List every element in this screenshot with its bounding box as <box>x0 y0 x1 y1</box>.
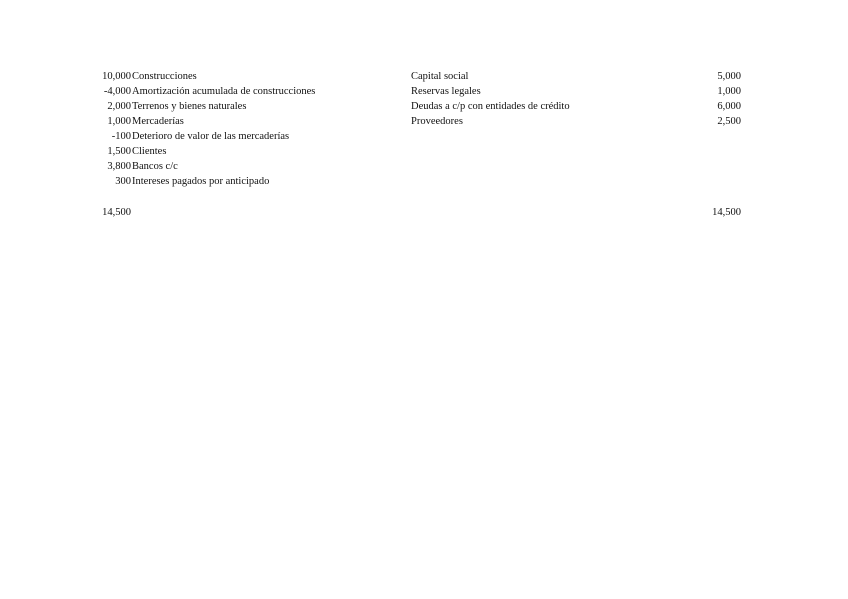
total-liabilities: 14,500 <box>712 207 741 218</box>
asset-amount: -100 <box>111 131 131 142</box>
asset-label: Mercaderías <box>132 116 184 127</box>
asset-amount: 300 <box>115 176 131 187</box>
asset-amount: -4,000 <box>103 86 131 97</box>
asset-amount: 2,000 <box>107 101 131 112</box>
asset-label: Terrenos y bienes naturales <box>132 101 247 112</box>
asset-label: Intereses pagados por anticipado <box>132 176 270 187</box>
asset-amount: 1,500 <box>107 146 131 157</box>
asset-row <box>86 144 386 159</box>
liability-label: Reservas legales <box>411 86 481 97</box>
liability-label: Capital social <box>411 71 469 82</box>
liability-row <box>411 69 741 84</box>
liability-row <box>411 99 741 114</box>
asset-row <box>86 174 386 189</box>
asset-label: Clientes <box>132 146 167 157</box>
asset-label: Construcciones <box>132 71 197 82</box>
asset-amount: 1,000 <box>107 116 131 127</box>
liability-amount: 6,000 <box>717 101 741 112</box>
assets-list <box>86 69 386 189</box>
total-assets: 14,500 <box>102 207 131 218</box>
liability-label: Deudas a c/p con entidades de crédito <box>411 101 570 112</box>
asset-row <box>86 99 386 114</box>
liability-row <box>411 114 741 129</box>
asset-amount: 3,800 <box>107 161 131 172</box>
asset-label: Deterioro de valor de las mercaderías <box>132 131 290 142</box>
asset-amount: 10,000 <box>102 71 131 82</box>
liability-amount: 5,000 <box>717 71 741 82</box>
liability-label: Proveedores <box>411 116 463 127</box>
asset-row <box>86 114 386 129</box>
asset-row <box>86 84 386 99</box>
liabilities-list <box>411 69 741 129</box>
asset-row <box>86 69 386 84</box>
liability-row <box>411 84 741 99</box>
liability-amount: 2,500 <box>717 116 741 127</box>
asset-row <box>86 159 386 174</box>
liability-amount: 1,000 <box>717 86 741 97</box>
asset-label: Bancos c/c <box>132 161 178 172</box>
asset-label: Amortización acumulada de construcciones <box>132 86 316 97</box>
asset-row <box>86 129 386 144</box>
